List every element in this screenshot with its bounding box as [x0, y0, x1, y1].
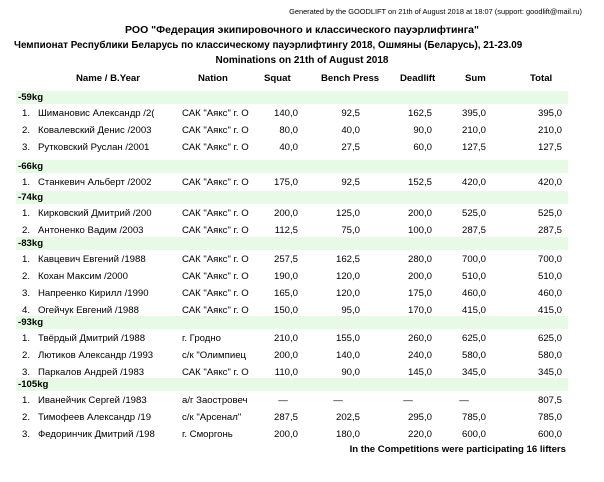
cell-total: 395,0 — [537, 108, 562, 119]
cell-total: 625,0 — [537, 333, 562, 344]
cell-sum: 420,0 — [461, 177, 486, 188]
cell-total: 460,0 — [537, 288, 562, 299]
cell-squat: 112,5 — [274, 225, 298, 236]
cell-place: 3. — [22, 142, 31, 153]
table-row — [16, 123, 568, 138]
cell-total: 807,5 — [537, 395, 562, 406]
cell-team: САК "Аякс" г. О — [182, 254, 249, 265]
cell-name: Тимофеев Александр /19 — [38, 412, 152, 423]
table-row — [16, 331, 568, 346]
col-squat: Squat — [264, 73, 291, 84]
cell-bench: — — [333, 395, 343, 406]
cell-name: Федоринчик Дмитрий /198 — [38, 429, 155, 440]
table-row — [16, 410, 568, 425]
cell-sum: 415,0 — [461, 305, 486, 316]
cell-team: САК "Аякс" г. О — [182, 125, 249, 136]
cell-bench: 75,0 — [341, 225, 360, 236]
col-bench: Bench Press — [321, 73, 380, 84]
cell-total: 510,0 — [537, 271, 562, 282]
table-row — [16, 252, 568, 267]
cell-bench: 120,0 — [335, 271, 360, 282]
cell-squat: 210,0 — [273, 333, 298, 344]
cell-squat: 190,0 — [273, 271, 298, 282]
weight-category-label: -93kg — [18, 317, 44, 328]
cell-sum: — — [459, 395, 469, 406]
cell-name: Кирковский Дмитрий /200 — [38, 208, 152, 219]
cell-name: Иванейчик Сергей /1983 — [38, 395, 147, 406]
cell-team: САК "Аякс" г. О — [182, 305, 249, 316]
cell-bench: 125,0 — [335, 208, 360, 219]
cell-deadlift: 90,0 — [413, 125, 432, 136]
cell-team: САК "Аякс" г. О — [182, 288, 249, 299]
table-row — [16, 175, 568, 190]
cell-total: 415,0 — [537, 305, 562, 316]
cell-name: Рутковский Руслан /2001 — [38, 142, 150, 153]
cell-name: Ковалевский Денис /2003 — [38, 125, 152, 136]
cell-sum: 600,0 — [461, 429, 486, 440]
organization-title: РОО "Федерация экипировочного и классического пауэрлифтинга" — [125, 24, 479, 36]
weight-category-label: -66kg — [18, 161, 44, 172]
cell-place: 3. — [22, 367, 31, 378]
cell-name: Твёрдый Дмитрий /1988 — [38, 333, 146, 344]
cell-place: 2. — [22, 125, 31, 136]
cell-sum: 625,0 — [461, 333, 486, 344]
cell-squat: 40,0 — [279, 142, 298, 153]
cell-deadlift: — — [403, 395, 413, 406]
weight-category-label: -83kg — [18, 238, 44, 249]
cell-sum: 395,0 — [461, 108, 486, 119]
col-name: Name / B.Year — [76, 73, 140, 84]
table-row — [16, 206, 568, 221]
cell-bench: 95,0 — [341, 305, 360, 316]
cell-place: 1. — [22, 108, 31, 119]
cell-bench: 90,0 — [341, 367, 360, 378]
cell-team: г. Сморгонь — [182, 429, 233, 440]
cell-name: Кохан Максим /2000 — [38, 271, 128, 282]
cell-sum: 287,5 — [461, 225, 486, 236]
cell-place: 1. — [22, 333, 31, 344]
cell-total: 580,0 — [537, 350, 562, 361]
cell-total: 287,5 — [537, 225, 562, 236]
cell-total: 210,0 — [537, 125, 562, 136]
cell-place: 2. — [22, 271, 31, 282]
participants-note: In the Competitions were participating 16 lifters — [349, 444, 566, 455]
cell-bench: 140,0 — [335, 350, 360, 361]
cell-bench: 155,0 — [335, 333, 360, 344]
cell-squat: 257,5 — [273, 254, 298, 265]
cell-team: САК "Аякс" г. О — [182, 208, 249, 219]
cell-bench: 27,5 — [341, 142, 360, 153]
weight-category-label: -59kg — [18, 92, 44, 103]
nominations-date: Nominations on 21th of August 2018 — [215, 55, 389, 66]
cell-squat: 200,0 — [273, 429, 298, 440]
table-row — [16, 140, 568, 155]
cell-squat: 175,0 — [273, 177, 298, 188]
cell-place: 2. — [22, 412, 31, 423]
cell-team: САК "Аякс" г. О — [182, 177, 249, 188]
cell-name: Антоненко Вадим /2003 — [38, 225, 144, 236]
col-nation: Nation — [198, 73, 228, 84]
cell-total: 345,0 — [537, 367, 562, 378]
table-row — [16, 286, 568, 301]
cell-sum: 700,0 — [461, 254, 486, 265]
cell-squat: 200,0 — [273, 350, 298, 361]
championship-title: Чемпионат Республики Беларусь по классическому пауэрлифтингу 2018, Ошмяны (Беларусь), 21-23.09 — [14, 40, 523, 51]
cell-place: 1. — [22, 177, 31, 188]
cell-place: 1. — [22, 208, 31, 219]
cell-squat: 165,0 — [273, 288, 298, 299]
cell-squat: 80,0 — [279, 125, 298, 136]
cell-total: 785,0 — [537, 412, 562, 423]
cell-team: с/к "Арсенал" — [182, 412, 242, 423]
weight-category — [16, 378, 568, 391]
cell-name: Паркалов Андрей /1983 — [38, 367, 145, 378]
col-deadlift: Deadlift — [400, 73, 436, 84]
cell-team: САК "Аякс" г. О — [182, 108, 249, 119]
cell-team: САК "Аякс" г. О — [182, 367, 249, 378]
cell-deadlift: 200,0 — [407, 208, 432, 219]
cell-name: Станкевич Альберт /2002 — [38, 177, 152, 188]
cell-deadlift: 100,0 — [407, 225, 432, 236]
cell-bench: 202,5 — [335, 412, 360, 423]
cell-team: САК "Аякс" г. О — [182, 142, 249, 153]
cell-deadlift: 152,5 — [407, 177, 432, 188]
cell-place: 1. — [22, 254, 31, 265]
cell-sum: 525,0 — [461, 208, 486, 219]
cell-squat: 287,5 — [273, 412, 298, 423]
cell-team: САК "Аякс" г. О — [182, 225, 249, 236]
cell-total: 600,0 — [537, 429, 562, 440]
cell-deadlift: 175,0 — [407, 288, 432, 299]
cell-total: 420,0 — [537, 177, 562, 188]
table-row — [16, 106, 568, 121]
cell-name: Огейчук Евгений /1988 — [38, 305, 139, 316]
cell-team: САК "Аякс" г. О — [182, 271, 249, 282]
cell-deadlift: 220,0 — [407, 429, 432, 440]
cell-squat: 150,0 — [273, 305, 298, 316]
cell-bench: 180,0 — [335, 429, 360, 440]
cell-deadlift: 170,0 — [407, 305, 432, 316]
weight-category — [16, 237, 568, 250]
cell-sum: 345,0 — [461, 367, 486, 378]
cell-squat: 200,0 — [273, 208, 298, 219]
cell-name: Кавцевич Евгений /1988 — [38, 254, 146, 265]
cell-sum: 127,5 — [461, 142, 486, 153]
cell-deadlift: 295,0 — [407, 412, 432, 423]
weight-category — [16, 91, 568, 104]
weight-category-label: -74kg — [18, 192, 44, 203]
cell-total: 525,0 — [537, 208, 562, 219]
col-total: Total — [530, 73, 553, 84]
table-row — [16, 427, 568, 442]
cell-total: 127,5 — [537, 142, 562, 153]
cell-total: 700,0 — [537, 254, 562, 265]
cell-name: Лютиков Александр /1993 — [38, 350, 154, 361]
cell-deadlift: 145,0 — [407, 367, 432, 378]
cell-sum: 580,0 — [461, 350, 486, 361]
cell-deadlift: 240,0 — [407, 350, 432, 361]
cell-place: 2. — [22, 225, 31, 236]
cell-name: Шимановиc Александр /2( — [38, 108, 155, 119]
cell-team: с/к "Олимпиец — [182, 350, 247, 361]
table-row — [16, 393, 568, 408]
cell-place: 1. — [22, 395, 31, 406]
table-row — [16, 223, 568, 238]
cell-place: 3. — [22, 429, 31, 440]
cell-bench: 92,5 — [341, 108, 360, 119]
cell-bench: 120,0 — [335, 288, 360, 299]
cell-squat: — — [278, 395, 288, 406]
table-row — [16, 269, 568, 284]
generated-note: Generated by the GOODLIFT on 21th of August 2018 at 18:07 (support: goodlift@mail.ru) — [289, 7, 582, 16]
cell-deadlift: 162,5 — [407, 108, 432, 119]
cell-bench: 162,5 — [335, 254, 360, 265]
cell-sum: 460,0 — [461, 288, 486, 299]
table-header — [16, 72, 566, 86]
weight-category — [16, 316, 568, 329]
cell-bench: 92,5 — [341, 177, 360, 188]
col-sum: Sum — [465, 73, 486, 84]
cell-squat: 140,0 — [273, 108, 298, 119]
cell-name: Напреенко Кирилл /1990 — [38, 288, 149, 299]
cell-place: 2. — [22, 350, 31, 361]
table-row — [16, 348, 568, 363]
cell-sum: 210,0 — [461, 125, 486, 136]
cell-deadlift: 200,0 — [407, 271, 432, 282]
weight-category — [16, 160, 568, 173]
weight-category-label: -105kg — [18, 379, 49, 390]
weight-category — [16, 191, 568, 204]
cell-bench: 40,0 — [341, 125, 360, 136]
cell-place: 3. — [22, 288, 31, 299]
cell-team: г. Гродно — [182, 333, 222, 344]
cell-deadlift: 260,0 — [407, 333, 432, 344]
cell-sum: 785,0 — [461, 412, 486, 423]
cell-deadlift: 60,0 — [413, 142, 432, 153]
cell-sum: 510,0 — [461, 271, 486, 282]
cell-place: 4. — [22, 305, 31, 316]
cell-deadlift: 280,0 — [407, 254, 432, 265]
cell-team: а/г Заостровеч — [182, 395, 248, 406]
cell-squat: 110,0 — [274, 367, 298, 378]
